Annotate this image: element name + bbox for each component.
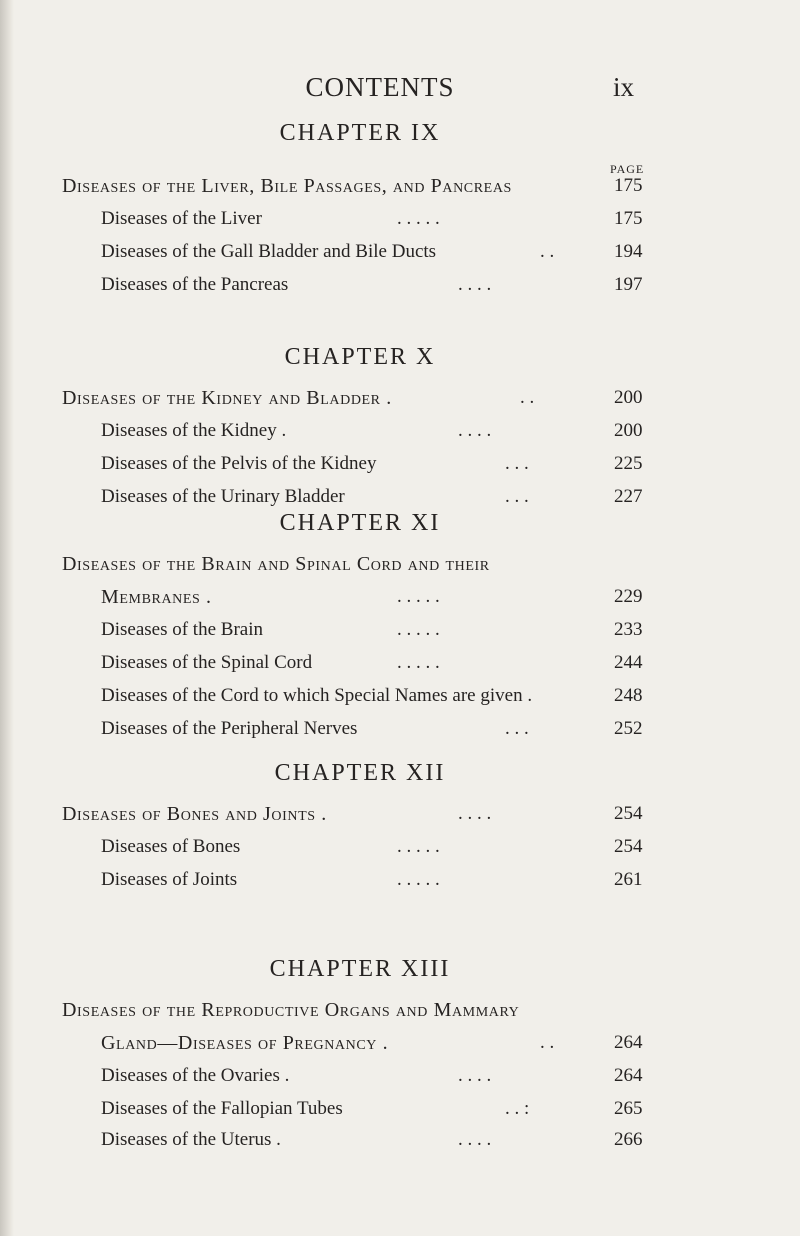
chapter-title: CHAPTER IX bbox=[279, 120, 441, 146]
toc-entry bbox=[0, 803, 800, 833]
toc-entry-text: Diseases of the Pancreas bbox=[101, 274, 289, 295]
toc-leader-dots: . . . . bbox=[458, 1129, 492, 1150]
toc-entry-page: 200 bbox=[614, 387, 643, 408]
toc-entry-page: 248 bbox=[614, 685, 643, 706]
toc-entry-text: Membranes . bbox=[101, 586, 212, 608]
toc-entry-text: Diseases of Bones bbox=[101, 836, 241, 857]
toc-entry-text: Diseases of the Urinary Bladder bbox=[101, 486, 345, 507]
toc-entry-text: Diseases of the Kidney and Bladder . bbox=[62, 387, 392, 409]
chapter-title: CHAPTER XII bbox=[274, 760, 446, 786]
chapter-title: CHAPTER XI bbox=[279, 510, 441, 536]
toc-entry-page: 225 bbox=[614, 453, 643, 474]
toc-entry bbox=[0, 175, 800, 205]
toc-entry bbox=[0, 208, 800, 238]
toc-entry-page: 252 bbox=[614, 718, 643, 739]
toc-leader-dots: . . : bbox=[505, 1098, 530, 1119]
toc-entry-text: Diseases of Joints bbox=[101, 869, 238, 890]
toc-leader-dots: . . bbox=[540, 241, 555, 262]
toc-leader-dots: . . . bbox=[505, 718, 529, 739]
toc-entry bbox=[0, 652, 800, 682]
toc-leader-dots: . . . . bbox=[458, 420, 492, 441]
toc-entry-page: 200 bbox=[614, 420, 643, 441]
toc-entry-text: Diseases of the Gall Bladder and Bile Ducts bbox=[101, 241, 437, 262]
toc-entry bbox=[0, 387, 800, 417]
toc-entry-page: 227 bbox=[614, 486, 643, 507]
toc-entry bbox=[0, 553, 800, 583]
toc-entry-page: 264 bbox=[614, 1032, 643, 1053]
toc-entry-text: Diseases of the Pelvis of the Kidney bbox=[101, 453, 377, 474]
toc-entry-page: 265 bbox=[614, 1098, 643, 1119]
toc-entry bbox=[0, 420, 800, 450]
running-head-page-number: ix bbox=[613, 72, 635, 102]
toc-entry bbox=[0, 1032, 800, 1062]
toc-entry-text: Diseases of the Brain bbox=[101, 619, 263, 640]
toc-entry bbox=[0, 619, 800, 649]
toc-entry-text: Diseases of the Liver bbox=[101, 208, 262, 229]
toc-entry-text: Diseases of the Kidney . bbox=[101, 420, 287, 441]
toc-leader-dots: . . . bbox=[505, 486, 529, 507]
toc-leader-dots: . . . . bbox=[458, 274, 492, 295]
chapter-title: CHAPTER XIII bbox=[269, 956, 451, 982]
toc-entry-text: Diseases of the Ovaries . bbox=[101, 1065, 290, 1086]
toc-entry-text: Diseases of the Uterus . bbox=[101, 1129, 281, 1150]
chapter-title: CHAPTER X bbox=[284, 344, 436, 370]
toc-entry bbox=[0, 836, 800, 866]
toc-entry-page: 175 bbox=[614, 208, 643, 229]
toc-entry-page: 229 bbox=[614, 586, 643, 607]
toc-leader-dots: . . . bbox=[505, 453, 529, 474]
toc-entry bbox=[0, 1098, 800, 1128]
toc-entry-text: Diseases of the Brain and Spinal Cord and their bbox=[62, 553, 490, 575]
toc-entry-text: Diseases of the Liver, Bile Passages, and Pancreas bbox=[62, 175, 512, 197]
toc-entry-text: Diseases of Bones and Joints . bbox=[62, 803, 327, 825]
toc-entry bbox=[0, 453, 800, 483]
toc-leader-dots: . . bbox=[520, 387, 535, 408]
toc-leader-dots: . . bbox=[540, 1032, 555, 1053]
toc-entry-page: 266 bbox=[614, 1129, 643, 1150]
toc-entry-page: 175 bbox=[614, 175, 643, 196]
toc-entry-page: 244 bbox=[614, 652, 643, 673]
page-column-label: PAGE bbox=[610, 162, 645, 176]
toc-entry-text: Diseases of the Spinal Cord bbox=[101, 652, 313, 673]
toc-entry-text: Diseases of the Peripheral Nerves bbox=[101, 718, 358, 739]
toc-entry-page: 264 bbox=[614, 1065, 643, 1086]
toc-entry bbox=[0, 999, 800, 1029]
running-head-title: CONTENTS bbox=[305, 72, 455, 102]
toc-entry-text: Gland—Diseases of Pregnancy . bbox=[101, 1032, 389, 1054]
toc-leader-dots: . . . . bbox=[458, 803, 492, 824]
toc-entry bbox=[0, 586, 800, 616]
toc-entry-page: 254 bbox=[614, 803, 643, 824]
toc-entry-page: 261 bbox=[614, 869, 643, 890]
toc-leader-dots: . . . . . bbox=[397, 619, 440, 640]
toc-leader-dots: . . . . . bbox=[397, 586, 440, 607]
toc-leader-dots: . . . . . bbox=[397, 208, 440, 229]
toc-entry bbox=[0, 1065, 800, 1095]
toc-leader-dots: . . . . bbox=[458, 1065, 492, 1086]
toc-entry bbox=[0, 1129, 800, 1159]
toc-entry-page: 254 bbox=[614, 836, 643, 857]
toc-entry-page: 194 bbox=[614, 241, 643, 262]
toc-entry-page: 233 bbox=[614, 619, 643, 640]
toc-leader-dots: . . . . . bbox=[397, 869, 440, 890]
toc-entry bbox=[0, 241, 800, 271]
toc-entry bbox=[0, 718, 800, 748]
toc-leader-dots: . . . . . bbox=[397, 652, 440, 673]
toc-entry-text: Diseases of the Cord to which Special Names are given . bbox=[101, 685, 533, 706]
toc-entry-text: Diseases of the Reproductive Organs and Mammary bbox=[62, 999, 520, 1021]
running-head bbox=[0, 72, 800, 112]
toc-entry bbox=[0, 274, 800, 304]
toc-entry bbox=[0, 869, 800, 899]
toc-leader-dots: . . . . . bbox=[397, 836, 440, 857]
toc-entry bbox=[0, 685, 800, 715]
toc-entry-page: 197 bbox=[614, 274, 643, 295]
toc-entry-text: Diseases of the Fallopian Tubes bbox=[101, 1098, 343, 1119]
